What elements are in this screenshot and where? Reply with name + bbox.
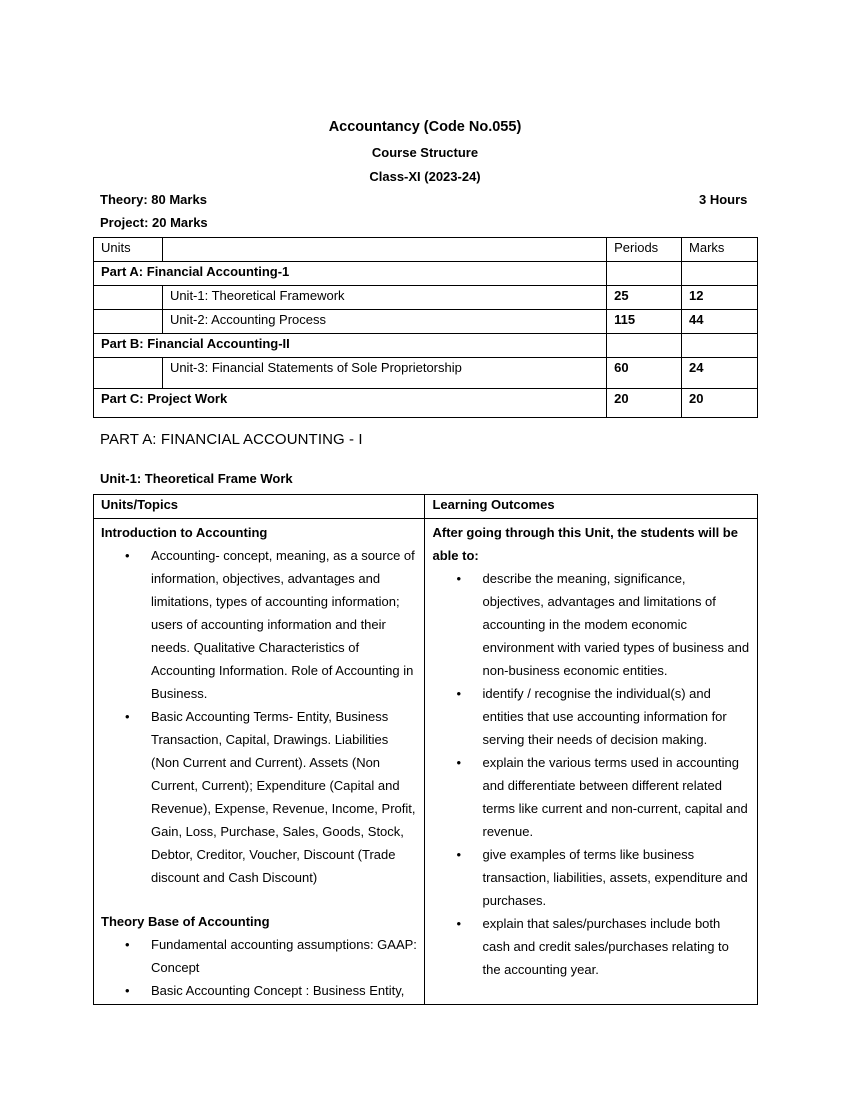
- outcomes-list: [432, 567, 750, 981]
- table-row: [94, 334, 758, 358]
- table-header-row: [94, 495, 758, 519]
- table-row: [94, 358, 758, 389]
- list-item: • identify / recognise the individual(s) and entities that use accounting information for serving their needs of decision making.: [482, 682, 750, 751]
- header-units-topics: Units/Topics: [94, 495, 425, 519]
- empty-cell: [94, 310, 163, 334]
- outcomes-intro: After going through this Unit, the students will be able to:: [432, 525, 738, 563]
- intro-heading: Introduction to Accounting: [101, 525, 268, 540]
- part-c-label: Part C: Project Work: [94, 389, 607, 418]
- unit2-periods: 115: [607, 310, 682, 334]
- unit1-periods: 25: [607, 286, 682, 310]
- duration: 3 Hours: [699, 192, 748, 207]
- intro-list: [101, 544, 417, 889]
- empty-cell: [682, 262, 758, 286]
- list-item: • Basic Accounting Concept : Business Entity,: [151, 979, 417, 1002]
- header-blank: [162, 238, 606, 262]
- list-item: • explain the various terms used in accounting and differentiate between different related terms like current and non-current, capital and revenue.: [482, 751, 750, 843]
- header-learning-outcomes: Learning Outcomes: [425, 495, 758, 519]
- empty-cell: [607, 334, 682, 358]
- course-structure-heading: Course Structure: [371, 145, 479, 160]
- unit3-name: Unit-3: Financial Statements of Sole Proprietorship: [162, 358, 606, 389]
- list-item: • Accounting- concept, meaning, as a source of information, objectives, advantages and limitations, types of accounting information; users of accounting information and their needs. Qualitative Characteristics of Accounting Information. Role of Accounting in Business.: [151, 544, 417, 705]
- section-heading: PART A: FINANCIAL ACCOUNTING - I: [100, 431, 363, 448]
- header-periods: Periods: [607, 238, 682, 262]
- header-marks: Marks: [682, 238, 758, 262]
- table-row: [94, 286, 758, 310]
- unit2-marks: 44: [682, 310, 758, 334]
- unit1-marks: 12: [682, 286, 758, 310]
- list-item: • explain that sales/purchases include both cash and credit sales/purchases relating to the accounting year.: [482, 912, 750, 981]
- document-title: Accountancy (Code No.055): [328, 119, 522, 135]
- unit3-marks: 24: [682, 358, 758, 389]
- header-units: Units: [94, 238, 163, 262]
- list-item: • Basic Accounting Terms- Entity, Business Transaction, Capital, Drawings. Liabilities (Non Current and Current). Assets (Non Current, Current); Expenditure (Capital and Revenue), Expense, Revenue, Income, Profit, Gain, Loss, Purchase, Sales, Goods, Stock, Debtor, Creditor, Voucher, Discount (Trade discount and Cash Discount): [151, 705, 417, 889]
- part-a-label: Part A: Financial Accounting-1: [94, 262, 607, 286]
- theory-marks: Theory: 80 Marks: [100, 192, 207, 207]
- unit1-title: Unit-1: Theoretical Frame Work: [100, 471, 293, 486]
- course-structure-table: [93, 237, 758, 418]
- empty-cell: [94, 286, 163, 310]
- unit1-table: [93, 494, 758, 1005]
- list-item: • Fundamental accounting assumptions: GAAP: Concept: [151, 933, 417, 979]
- empty-cell: [607, 262, 682, 286]
- theory-heading: Theory Base of Accounting: [101, 914, 270, 929]
- table-row: [94, 519, 758, 1005]
- theory-list: [101, 933, 417, 1002]
- table-row: [94, 310, 758, 334]
- class-heading: Class-XI (2023-24): [369, 169, 481, 184]
- empty-cell: [682, 334, 758, 358]
- part-c-periods: 20: [607, 389, 682, 418]
- part-b-label: Part B: Financial Accounting-II: [94, 334, 607, 358]
- list-item: • describe the meaning, significance, objectives, advantages and limitations of accounting in the modem economic environment with varied types of business and non-business economic entities.: [482, 567, 750, 682]
- table-row: [94, 389, 758, 418]
- table-row: [94, 262, 758, 286]
- table-header-row: [94, 238, 758, 262]
- topics-cell: [94, 519, 425, 1005]
- empty-cell: [94, 358, 163, 389]
- project-marks: Project: 20 Marks: [100, 215, 208, 230]
- list-item: • give examples of terms like business transaction, liabilities, assets, expenditure and purchases.: [482, 843, 750, 912]
- unit2-name: Unit-2: Accounting Process: [162, 310, 606, 334]
- part-c-marks: 20: [682, 389, 758, 418]
- unit1-name: Unit-1: Theoretical Framework: [162, 286, 606, 310]
- unit3-periods: 60: [607, 358, 682, 389]
- outcomes-cell: [425, 519, 758, 1005]
